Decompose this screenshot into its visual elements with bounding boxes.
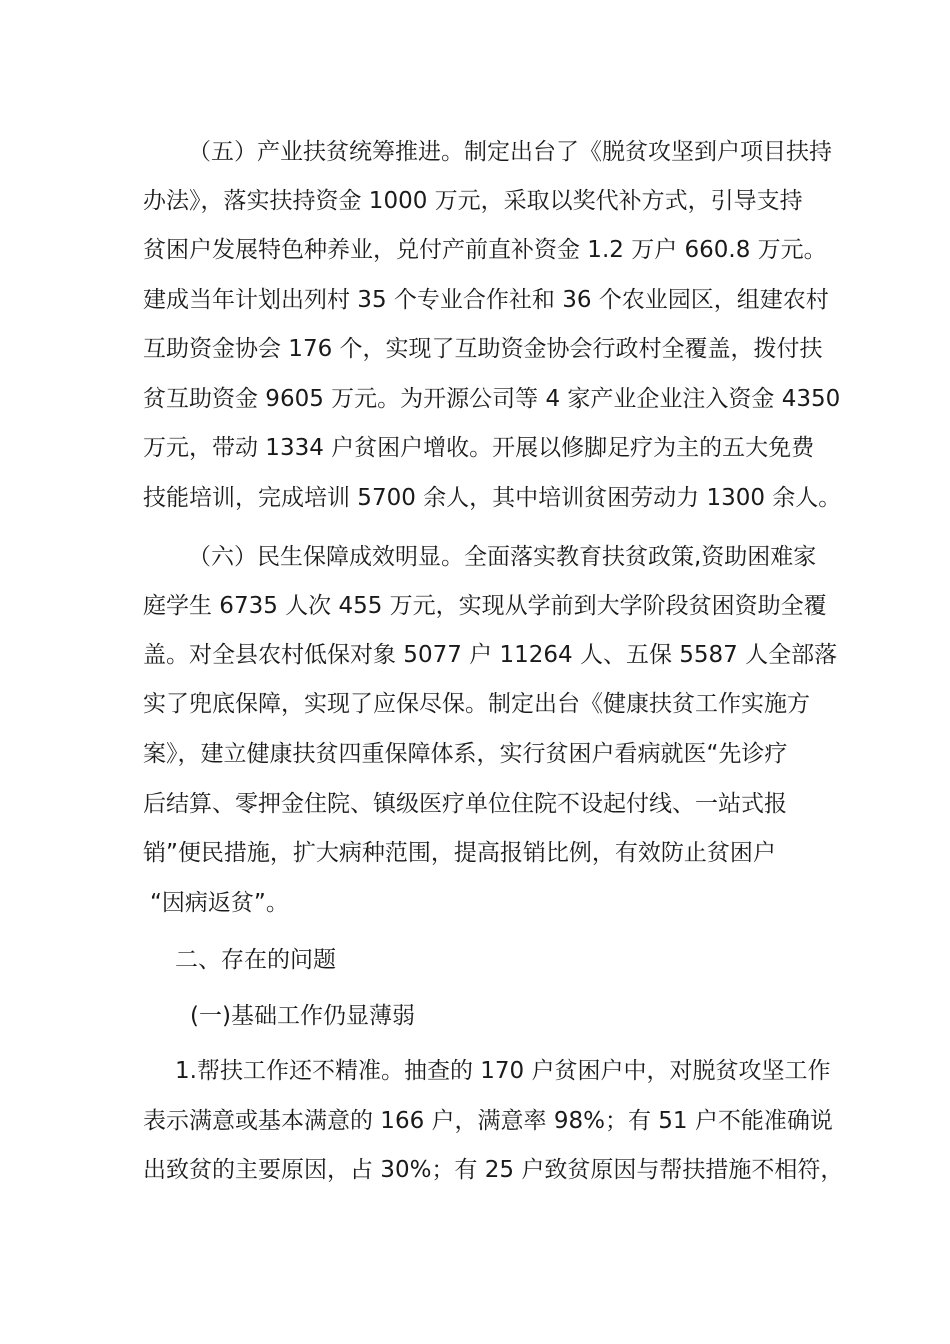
paragraph-line: 实了兜底保障，实现了应保尽保。制定出台《健康扶贫工作实施方 (143, 691, 810, 717)
paragraph-line: 贫互助资金 9605 万元。为开源公司等 4 家产业企业注入资金 4350 (143, 386, 841, 412)
paragraph-line: “因病返贫”。 (150, 890, 289, 916)
paragraph-line: （六）民生保障成效明显。全面落实教育扶贫政策,资助困难家 (188, 544, 817, 570)
paragraph-line: 盖。对全县农村低保对象 5077 户 11264 人、五保 5587 人全部落 (143, 642, 838, 668)
paragraph-line: 1.帮扶工作还不精准。抽查的 170 户贫困户中，对脱贫攻坚工作 (175, 1058, 831, 1084)
paragraph-line: 技能培训，完成培训 5700 余人，其中培训贫困劳动力 1300 余人。 (143, 485, 842, 511)
paragraph-line: 出致贫的主要原因，占 30%；有 25 户致贫原因与帮扶措施不相符， (143, 1157, 844, 1183)
paragraph-line: 销”便民措施，扩大病种范围，提高报销比例，有效防止贫困户 (143, 840, 776, 866)
paragraph-line: 万元，带动 1334 户贫困户增收。开展以修脚足疗为主的五大免费 (143, 435, 815, 461)
paragraph-line: 贫困户发展特色种养业，兑付产前直补资金 1.2 万户 660.8 万元。 (143, 237, 827, 263)
paragraph-line: 案》，建立健康扶贫四重保障体系，实行贫困户看病就医“先诊疗 (143, 741, 788, 767)
paragraph-line: （五）产业扶贫统筹推进。制定出台了《脱贫攻坚到户项目扶持 (188, 139, 832, 165)
paragraph-line: 互助资金协会 176 个，实现了互助资金协会行政村全覆盖，拨付扶 (143, 336, 823, 362)
section-heading: 二、存在的问题 (175, 947, 336, 973)
paragraph-line: 表示满意或基本满意的 166 户，满意率 98%；有 51 户不能准确说 (143, 1108, 833, 1134)
subsection-heading: (一)基础工作仍显薄弱 (190, 1003, 415, 1029)
paragraph-line: 建成当年计划出列村 35 个专业合作社和 36 个农业园区，组建农村 (143, 287, 829, 313)
paragraph-line: 庭学生 6735 人次 455 万元，实现从学前到大学阶段贫困资助全覆 (143, 593, 827, 619)
paragraph-line: 办法》，落实扶持资金 1000 万元，采取以奖代补方式，引导支持 (143, 188, 803, 214)
paragraph-line: 后结算、零押金住院、镇级医疗单位住院不设起付线、一站式报 (143, 791, 787, 817)
